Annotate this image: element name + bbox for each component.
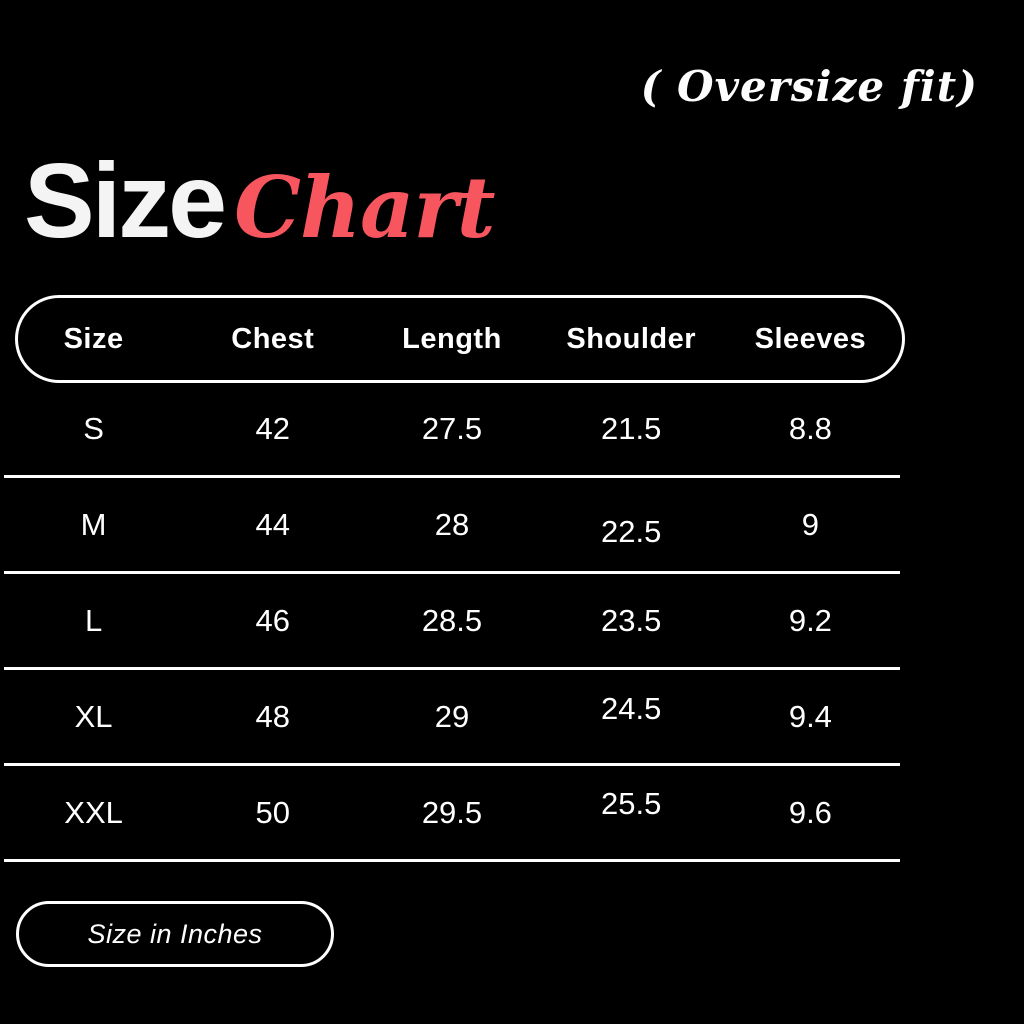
cell-shoulder: 25.5 [601, 785, 662, 821]
column-header-sleeves: Sleeves [754, 322, 867, 355]
cell-size: M [80, 506, 107, 542]
cell-chest: 44 [255, 506, 291, 542]
table-row [4, 478, 900, 574]
cell-sleeves: 8.8 [788, 410, 832, 446]
cell-chest: 48 [255, 698, 291, 734]
column-header-length: Length [402, 322, 502, 355]
cell-size: L [84, 602, 103, 638]
column-header-shoulder: Shoulder [566, 322, 697, 355]
table-row [4, 670, 900, 766]
table-row [4, 766, 900, 862]
units-label: Size in Inches [87, 918, 263, 949]
cell-length: 28.5 [421, 602, 483, 638]
cell-length: 27.5 [421, 410, 483, 446]
cell-length: 28 [434, 506, 470, 542]
cell-chest: 46 [255, 602, 291, 638]
cell-length: 29.5 [421, 794, 483, 830]
title-accent: Chart [234, 158, 495, 257]
cell-shoulder: 21.5 [601, 410, 662, 446]
table-row [4, 574, 900, 670]
table-row [4, 382, 900, 478]
cell-sleeves: 9.4 [788, 698, 832, 734]
cell-chest: 42 [255, 410, 291, 446]
oversize-fit-note: ( Oversize fit) [640, 62, 978, 111]
cell-sleeves: 9.2 [788, 602, 832, 638]
cell-size: XL [74, 698, 113, 734]
cell-size: S [83, 410, 104, 446]
cell-chest: 50 [255, 794, 291, 830]
cell-shoulder: 23.5 [601, 602, 662, 638]
column-header-chest: Chest [231, 322, 315, 355]
cell-sleeves: 9.6 [788, 794, 832, 830]
cell-sleeves: 9 [801, 506, 820, 542]
title-main: Size [24, 142, 225, 260]
column-header-size: Size [63, 322, 124, 355]
cell-shoulder: 24.5 [601, 690, 662, 726]
size-table-body [4, 382, 900, 862]
table-header-row [4, 295, 900, 383]
cell-length: 29 [434, 698, 470, 734]
cell-shoulder: 22.5 [601, 513, 662, 549]
units-pill [16, 901, 334, 967]
cell-size: XXL [64, 794, 123, 830]
page-title [24, 142, 495, 260]
